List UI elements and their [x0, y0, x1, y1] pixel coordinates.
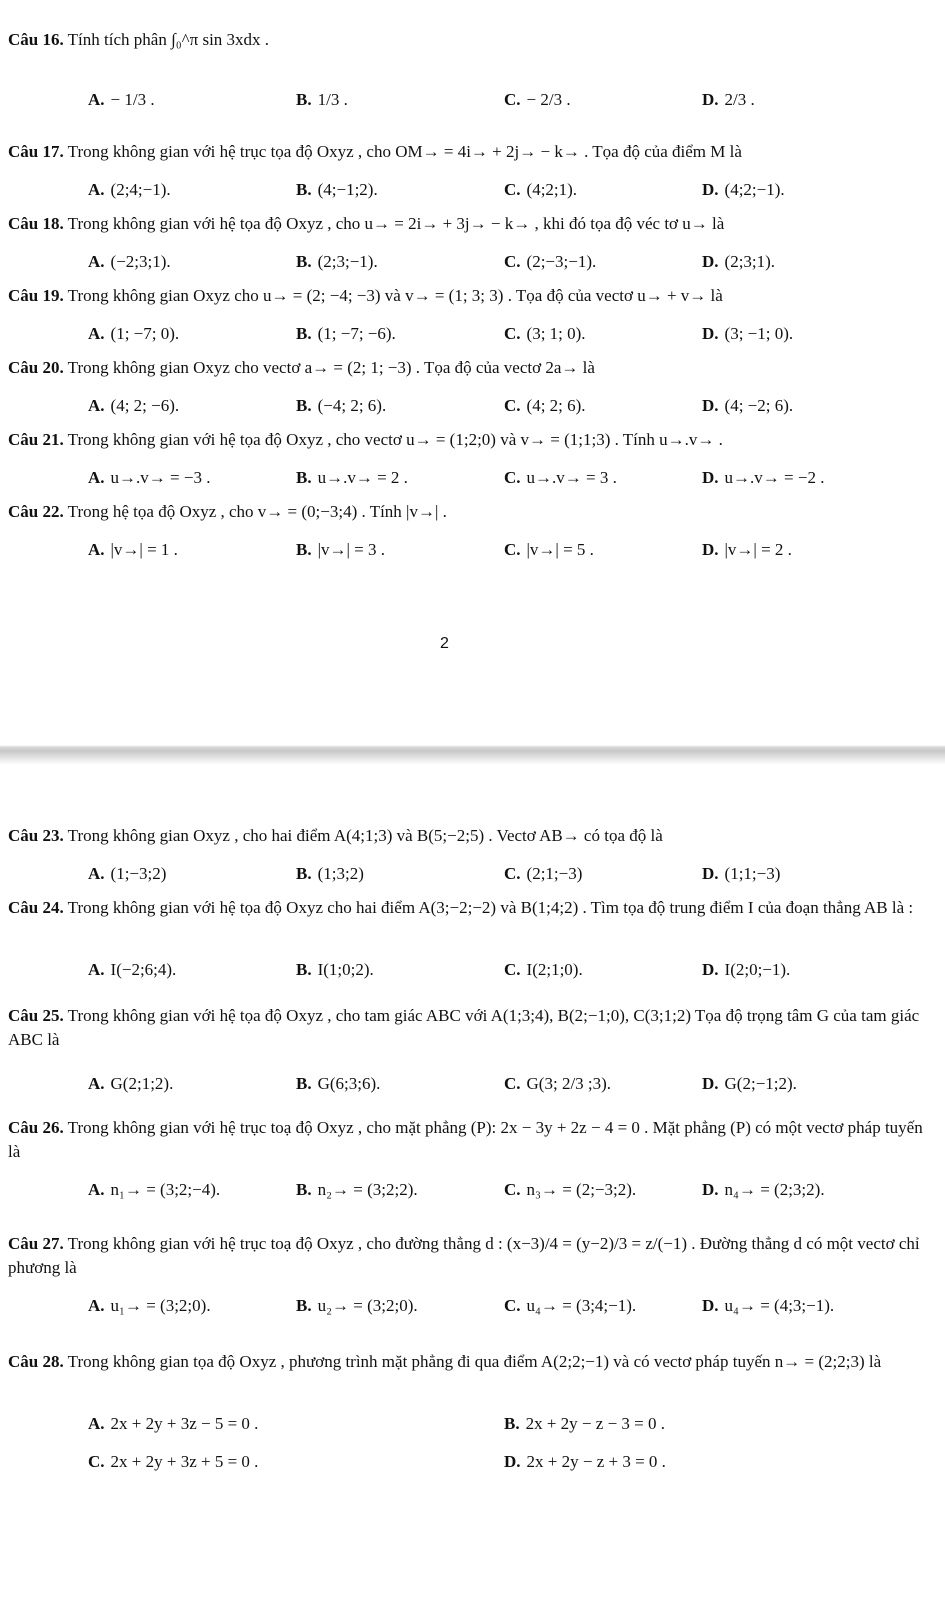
question-label: Câu 16. [8, 30, 64, 49]
option-value: (1;−3;2) [110, 864, 167, 883]
question-text [8, 824, 925, 848]
question [8, 1350, 925, 1471]
option-value: (−4; 2; 6). [317, 396, 387, 415]
option-letter: D. [702, 324, 719, 343]
question [8, 428, 925, 487]
answer-option[interactable] [296, 322, 396, 346]
option-letter: C. [504, 324, 521, 343]
answer-option[interactable] [702, 958, 790, 982]
option-value: (4; −2; 6). [724, 396, 794, 415]
question-text [8, 500, 925, 524]
option-value: u₁→ = (3;2;0). [110, 1296, 211, 1315]
answer-option[interactable] [296, 88, 348, 112]
question-body: Trong không gian với hệ trục toạ độ Oxyz , cho mặt phẳng (P): 2x − 3y + 2z − 4 = 0 . Mặt phẳng (P) có một vectơ pháp tuyến là [8, 1118, 923, 1161]
option-letter: C. [504, 960, 521, 979]
answer-option[interactable] [702, 862, 780, 886]
option-value: u₄→ = (4;3;−1). [724, 1296, 835, 1315]
option-letter: B. [296, 252, 312, 271]
option-value: 2x + 2y + 3z + 5 = 0 . [110, 1452, 259, 1471]
answer-option[interactable] [504, 1178, 636, 1202]
answer-option[interactable] [88, 466, 210, 490]
option-letter: C. [88, 1452, 105, 1471]
question-body: Trong không gian tọa độ Oxyz , phương trình mặt phẳng đi qua điểm A(2;2;−1) và có vectơ pháp tuyến n→ = (2;2;3) là [63, 1352, 882, 1371]
option-value: (4;2;1). [526, 180, 578, 199]
option-letter: A. [88, 1074, 105, 1093]
answer-option[interactable] [296, 1294, 418, 1318]
option-value: I(2;1;0). [526, 960, 583, 979]
answer-option[interactable] [702, 538, 792, 562]
question-text [8, 28, 925, 52]
answer-option[interactable] [296, 958, 374, 982]
answer-option[interactable] [504, 88, 571, 112]
option-value: (3; −1; 0). [724, 324, 794, 343]
option-value: u→.v→ = 3 . [526, 468, 617, 487]
answer-option[interactable] [504, 538, 594, 562]
option-letter: B. [296, 90, 312, 109]
option-value: n₄→ = (2;3;2). [724, 1180, 825, 1199]
question [8, 140, 925, 199]
question [8, 356, 925, 415]
option-letter: C. [504, 396, 521, 415]
answer-option[interactable] [702, 466, 824, 490]
option-value: |v→| = 5 . [526, 540, 594, 559]
answer-option[interactable] [504, 178, 577, 202]
answer-option[interactable] [88, 250, 171, 274]
answer-option[interactable] [296, 538, 385, 562]
option-letter: A. [88, 540, 105, 559]
option-value: n₁→ = (3;2;−4). [110, 1180, 221, 1199]
option-letter: D. [702, 540, 719, 559]
answer-option[interactable] [88, 322, 179, 346]
question-label: Câu 19. [8, 286, 64, 305]
option-letter: D. [702, 468, 719, 487]
question-text [8, 212, 925, 236]
question-label: Câu 22. [8, 502, 64, 521]
answer-option[interactable] [702, 1294, 834, 1318]
question-label: Câu 21. [8, 430, 64, 449]
option-letter: D. [702, 180, 719, 199]
option-value: (1; −7; 0). [110, 324, 180, 343]
option-value: 2x + 2y + 3z − 5 = 0 . [110, 1414, 259, 1433]
option-letter: D. [702, 252, 719, 271]
question-body: Trong hệ tọa độ Oxyz , cho v→ = (0;−3;4) . Tính |v→| . [63, 502, 447, 521]
option-letter: D. [702, 1296, 719, 1315]
option-value: − 1/3 . [110, 90, 155, 109]
option-value: (3; 1; 0). [526, 324, 586, 343]
answer-options [8, 862, 925, 890]
option-letter: A. [88, 252, 105, 271]
option-letter: D. [702, 864, 719, 883]
option-letter: B. [296, 960, 312, 979]
answer-options [8, 88, 925, 116]
question-label: Câu 28. [8, 1352, 64, 1371]
option-value: (4; 2; −6). [110, 396, 180, 415]
question [8, 28, 925, 109]
option-value: (2;3;−1). [317, 252, 378, 271]
answer-option[interactable] [88, 1294, 211, 1318]
question-text [8, 284, 925, 308]
answer-option[interactable] [504, 958, 583, 982]
option-letter: A. [88, 468, 105, 487]
option-value: |v→| = 3 . [317, 540, 385, 559]
question [8, 500, 925, 559]
option-value: I(1;0;2). [317, 960, 374, 979]
answer-option[interactable] [702, 178, 785, 202]
question-text [8, 896, 925, 920]
option-letter: D. [702, 1074, 719, 1093]
option-value: (1; −7; −6). [317, 324, 396, 343]
option-value: n₂→ = (3;2;2). [317, 1180, 418, 1199]
option-letter: B. [296, 1296, 312, 1315]
answer-option[interactable] [296, 250, 378, 274]
question-body: Trong không gian với hệ tọa độ Oxyz cho hai điểm A(3;−2;−2) và B(1;4;2) . Tìm tọa độ trung điểm I của đoạn thẳng AB là : [63, 898, 914, 917]
answer-option[interactable] [296, 1178, 418, 1202]
answer-option[interactable] [702, 322, 793, 346]
option-value: (4;−1;2). [317, 180, 378, 199]
option-letter: C. [504, 468, 521, 487]
answer-options [8, 1072, 925, 1100]
answer-option[interactable] [88, 862, 166, 886]
page-number: 2 [440, 635, 449, 652]
question [8, 1004, 925, 1093]
option-letter: D. [702, 960, 719, 979]
answer-option[interactable] [504, 1412, 665, 1436]
option-value: (−2;3;1). [110, 252, 171, 271]
question [8, 1116, 925, 1199]
option-letter: A. [88, 1414, 105, 1433]
option-letter: A. [88, 324, 105, 343]
option-letter: A. [88, 960, 105, 979]
answer-option[interactable] [88, 1072, 173, 1096]
option-letter: D. [702, 396, 719, 415]
option-value: |v→| = 2 . [724, 540, 792, 559]
answer-option[interactable] [88, 394, 179, 418]
option-letter: A. [88, 1296, 105, 1315]
option-letter: A. [88, 90, 105, 109]
page-break-divider [0, 745, 945, 765]
question-body: Trong không gian với hệ tọa độ Oxyz , cho u→ = 2i→ + 3j→ − k→ , khi đó tọa độ véc tơ u→ là [63, 214, 725, 233]
answer-option[interactable] [88, 178, 171, 202]
option-value: (4;2;−1). [724, 180, 785, 199]
answer-option[interactable] [296, 394, 386, 418]
question-text [8, 428, 925, 452]
option-value: − 2/3 . [526, 90, 571, 109]
option-value: G(3; 2/3 ;3). [526, 1074, 612, 1093]
option-letter: B. [504, 1414, 520, 1433]
answer-option[interactable] [296, 466, 408, 490]
question [8, 824, 925, 883]
option-value: u₄→ = (3;4;−1). [526, 1296, 637, 1315]
option-value: u→.v→ = −3 . [110, 468, 211, 487]
option-letter: C. [504, 1180, 521, 1199]
option-value: (1;3;2) [317, 864, 364, 883]
answer-option[interactable] [88, 1412, 258, 1436]
answer-options [8, 958, 925, 986]
option-value: u→.v→ = 2 . [317, 468, 408, 487]
question-body: Trong không gian Oxyz cho u→ = (2; −4; −3) và v→ = (1; 3; 3) . Tọa độ của vectơ u→ + v→ là [63, 286, 723, 305]
question-label: Câu 23. [8, 826, 64, 845]
option-value: n₃→ = (2;−3;2). [526, 1180, 637, 1199]
option-letter: C. [504, 864, 521, 883]
option-value: G(2;−1;2). [724, 1074, 797, 1093]
option-value: 2x + 2y − z − 3 = 0 . [525, 1414, 665, 1433]
answer-option[interactable] [296, 862, 364, 886]
option-value: (4; 2; 6). [526, 396, 586, 415]
option-value: u₂→ = (3;2;0). [317, 1296, 418, 1315]
answer-option[interactable] [504, 250, 596, 274]
option-value: (2;−3;−1). [526, 252, 597, 271]
question-body: Trong không gian với hệ trục tọa độ Oxyz , cho OM→ = 4i→ + 2j→ − k→ . Tọa độ của điểm M là [63, 142, 742, 161]
answer-options [8, 394, 925, 422]
question-text [8, 1004, 925, 1052]
answer-option[interactable] [504, 466, 617, 490]
question-label: Câu 18. [8, 214, 64, 233]
answer-option[interactable] [504, 1072, 611, 1096]
answer-option[interactable] [88, 1450, 258, 1474]
option-letter: C. [504, 90, 521, 109]
option-value: (2;4;−1). [110, 180, 171, 199]
answer-options [8, 1412, 925, 1440]
answer-option[interactable] [504, 862, 582, 886]
answer-option[interactable] [296, 1072, 380, 1096]
question [8, 896, 925, 979]
option-letter: A. [88, 180, 105, 199]
question [8, 284, 925, 343]
option-value: 2/3 . [724, 90, 755, 109]
option-value: 1/3 . [317, 90, 348, 109]
question-text [8, 1232, 925, 1280]
option-value: u→.v→ = −2 . [724, 468, 825, 487]
option-value: I(2;0;−1). [724, 960, 791, 979]
option-value: (1;1;−3) [724, 864, 781, 883]
question-body: Trong không gian với hệ tọa độ Oxyz , cho vectơ u→ = (1;2;0) và v→ = (1;1;3) . Tính u→.v→ . [63, 430, 723, 449]
question-body: Trong không gian Oxyz , cho hai điểm A(4;1;3) và B(5;−2;5) . Vectơ AB→ có tọa độ là [63, 826, 663, 845]
option-letter: D. [504, 1452, 521, 1471]
option-letter: B. [296, 468, 312, 487]
question-label: Câu 20. [8, 358, 64, 377]
question-text [8, 1350, 925, 1374]
question-body: Trong không gian Oxyz cho vectơ a→ = (2; 1; −3) . Tọa độ của vectơ 2a→ là [63, 358, 595, 377]
option-letter: C. [504, 1296, 521, 1315]
option-value: G(6;3;6). [317, 1074, 381, 1093]
answer-option[interactable] [88, 1178, 220, 1202]
question-label: Câu 17. [8, 142, 64, 161]
answer-option[interactable] [88, 958, 176, 982]
question-text [8, 1116, 925, 1164]
answer-option[interactable] [504, 1294, 636, 1318]
question-label: Câu 27. [8, 1234, 64, 1253]
answer-option[interactable] [702, 250, 775, 274]
option-letter: B. [296, 1074, 312, 1093]
answer-options [8, 322, 925, 350]
answer-option[interactable] [702, 1072, 797, 1096]
answer-options [8, 1178, 925, 1206]
option-letter: C. [504, 540, 521, 559]
question-label: Câu 25. [8, 1006, 64, 1025]
option-letter: B. [296, 180, 312, 199]
question-label: Câu 24. [8, 898, 64, 917]
answer-options [8, 178, 925, 206]
option-value: G(2;1;2). [110, 1074, 174, 1093]
option-letter: D. [702, 90, 719, 109]
question [8, 212, 925, 271]
answer-option[interactable] [504, 322, 586, 346]
answer-options [8, 250, 925, 278]
answer-option[interactable] [702, 1178, 825, 1202]
option-letter: C. [504, 180, 521, 199]
answer-option[interactable] [88, 88, 155, 112]
answer-option[interactable] [504, 394, 586, 418]
option-value: |v→| = 1 . [110, 540, 178, 559]
answer-option[interactable] [88, 538, 178, 562]
answer-option[interactable] [702, 88, 755, 112]
option-letter: B. [296, 540, 312, 559]
option-letter: B. [296, 324, 312, 343]
question-label: Câu 26. [8, 1118, 64, 1137]
question-body: Tính tích phân ∫₀^π sin 3xdx . [63, 30, 270, 49]
option-letter: C. [504, 252, 521, 271]
option-letter: B. [296, 864, 312, 883]
question-text [8, 356, 925, 380]
answer-options [8, 466, 925, 494]
option-letter: B. [296, 1180, 312, 1199]
answer-option[interactable] [702, 394, 793, 418]
question-text [8, 140, 925, 164]
option-value: 2x + 2y − z + 3 = 0 . [526, 1452, 666, 1471]
option-value: I(−2;6;4). [110, 960, 177, 979]
answer-options [8, 1450, 925, 1478]
question-body: Trong không gian với hệ trục toạ độ Oxyz , cho đường thẳng d : (x−3)/4 = (y−2)/3 = z/(−1) . Đường thẳng d có một vectơ chỉ phương là [8, 1234, 920, 1277]
option-value: (2;3;1). [724, 252, 776, 271]
option-letter: C. [504, 1074, 521, 1093]
option-value: (2;1;−3) [526, 864, 583, 883]
option-letter: D. [702, 1180, 719, 1199]
answer-options [8, 1294, 925, 1322]
answer-option[interactable] [296, 178, 378, 202]
answer-options [8, 538, 925, 566]
option-letter: A. [88, 396, 105, 415]
question [8, 1232, 925, 1315]
option-letter: A. [88, 1180, 105, 1199]
option-letter: A. [88, 864, 105, 883]
question-body: Trong không gian với hệ tọa độ Oxyz , cho tam giác ABC với A(1;3;4), B(2;−1;0), C(3;1;2) Tọa độ trọng tâm G của tam giác ABC là [8, 1006, 920, 1049]
answer-option[interactable] [504, 1450, 666, 1474]
option-letter: B. [296, 396, 312, 415]
